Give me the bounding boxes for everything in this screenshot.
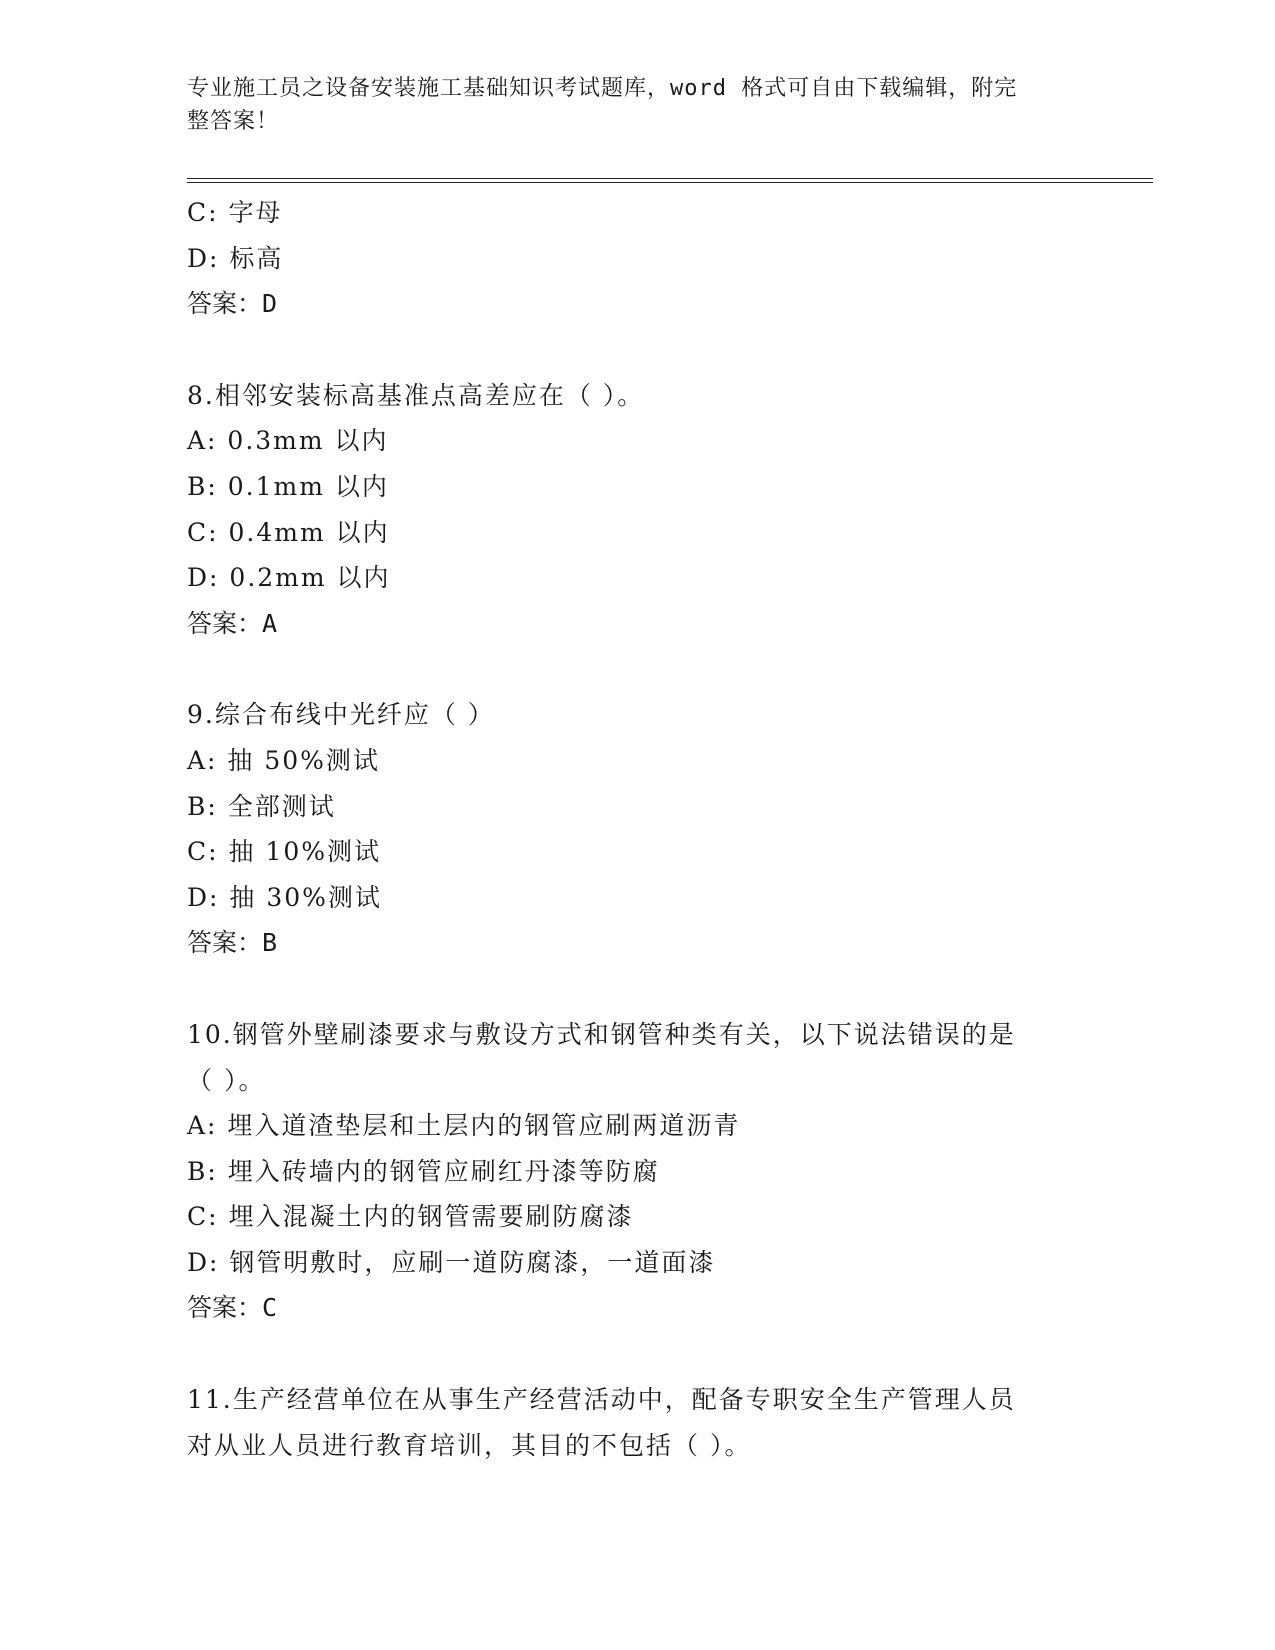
answer-line: 答案：A: [187, 608, 278, 638]
answer-line: 答案：C: [187, 1293, 278, 1323]
option-b: B: 0.1mm 以内: [187, 471, 389, 501]
question-stem-line-1: 10.钢管外壁刷漆要求与敷设方式和钢管种类有关，以下说法错误的是: [187, 1019, 1016, 1049]
document-body: [187, 190, 1087, 1468]
option-c: C: 字母: [187, 198, 283, 227]
option-a: A: 抽 50%测试: [187, 745, 380, 775]
option-d: D: 抽 30%测试: [187, 882, 382, 912]
header-divider-bottom: [187, 182, 1153, 183]
option-a: A: 0.3mm 以内: [187, 426, 389, 456]
option-d: D: 0.2mm 以内: [187, 563, 391, 593]
question-9: [187, 692, 1087, 966]
question-stem-line-2: 对从业人员进行教育培训，其目的不包括（ ）。: [187, 1430, 752, 1460]
question-8: [187, 373, 1087, 647]
question-stem-line-2: （ ）。: [187, 1065, 266, 1095]
spacer: [187, 1331, 1087, 1377]
option-a: A: 埋入道渣垫层和土层内的钢管应刷两道沥青: [187, 1111, 741, 1141]
answer-line: 答案：D: [187, 289, 278, 319]
option-c: C: 埋入混凝土内的钢管需要刷防腐漆: [187, 1202, 634, 1232]
header-line-2: 整答案！: [187, 109, 280, 134]
spacer: [187, 966, 1087, 1012]
header-divider-top: [187, 178, 1153, 179]
option-c: C: 0.4mm 以内: [187, 517, 390, 547]
spacer: [187, 327, 1087, 373]
option-b: B: 埋入砖墙内的钢管应刷红丹漆等防腐: [187, 1156, 660, 1186]
question-stem-line-1: 11.生产经营单位在从事生产经营活动中，配备专职安全生产管理人员: [187, 1385, 1016, 1415]
option-d: D: 钢管明敷时，应刷一道防腐漆，一道面漆: [187, 1247, 716, 1277]
question-7-continued: [187, 190, 1087, 327]
document-header: [187, 72, 1067, 138]
option-d: D: 标高: [187, 243, 284, 273]
question-stem: 8.相邻安装标高基准点高差应在（ ）。: [187, 380, 645, 410]
question-10: [187, 1012, 1087, 1331]
spacer: [187, 646, 1087, 692]
question-stem: 9.综合布线中光纤应（ ）: [187, 700, 495, 730]
answer-line: 答案：B: [187, 928, 278, 958]
option-b: B: 全部测试: [187, 791, 336, 821]
header-line-1: 专业施工员之设备安装施工基础知识考试题库，word 格式可自由下载编辑，附完: [187, 76, 1018, 101]
question-11: [187, 1377, 1087, 1468]
option-c: C: 抽 10%测试: [187, 837, 382, 867]
